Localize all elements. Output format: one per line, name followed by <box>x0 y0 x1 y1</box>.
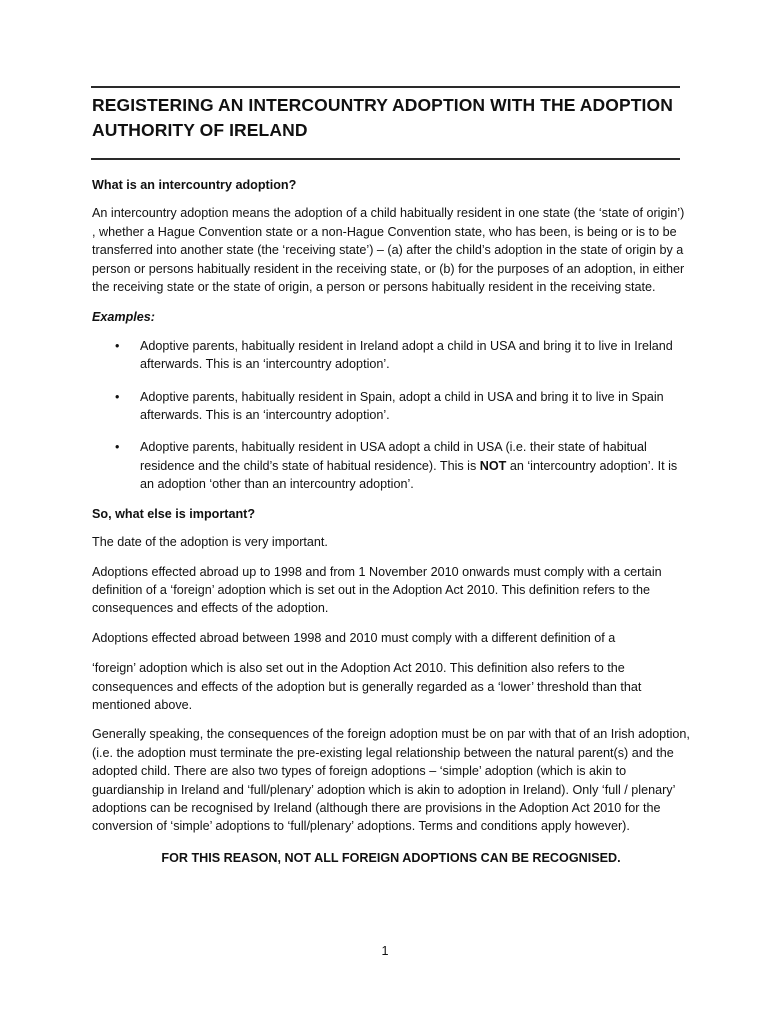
paragraph-date: The date of the adoption is very important. <box>92 535 328 550</box>
examples-list <box>92 337 690 494</box>
example-item-2 <box>92 388 690 425</box>
bullet-icon: • <box>115 440 120 455</box>
title-bottom-rule <box>91 158 680 160</box>
example-item-1 <box>92 337 690 374</box>
example-text: Adoptive parents, habitually resident in Ireland adopt a child in USA and bring it to live in Ireland afterwards. This is an ‘intercountry adoption’. <box>140 338 673 372</box>
definition-paragraph: An intercountry adoption means the adoption of a child habitually resident in one state (the ‘state of origin’) , whether a Hague Convention state or a non-Hague Convention state, who has been, is being or is to be transferred into another state (the ‘receiving state’) – (a) after the child’s adoption in the state of origin by a person or persons habitually resident in the receiving state, or (b) for the purposes of an adoption, in either the receiving state or the state of origin, a person or persons habitually resident in the receiving state. <box>92 206 685 295</box>
section-heading-what-is: What is an intercountry adoption? <box>92 178 297 192</box>
document-title: REGISTERING AN INTERCOUNTRY ADOPTION WITH THE ADOPTION AUTHORITY OF IRELAND <box>92 95 673 140</box>
title-top-rule <box>91 86 680 88</box>
examples-heading: Examples: <box>92 310 155 325</box>
section-heading-important: So, what else is important? <box>92 506 256 521</box>
example-text-before: Adoptive parents, habitually resident in USA adopt a child in USA (i.e. their state of habitual residence and the child’s state of habitual residence). This is <box>140 440 647 473</box>
example-text-after: an ‘intercountry adoption’. It is an adoption ‘other than an intercountry adoption’. <box>140 458 678 492</box>
paragraph-consequences: Generally speaking, the consequences of the foreign adoption must be on par with that of an Irish adoption, (i.e. the adoption must terminate the pre-existing legal relationship between the natural parent(s) and the adopted child. There are also two types of foreign adoptions – ‘simple’ adoption (which is akin to guardianship in Ireland and ‘full/plenary’ adoption which is akin to adoption in Ireland). Only ‘full / plenary’ adoptions can be recognised by Ireland (although there are provisions in the Adoption Act 2010 for the conversion of ‘simple’ adoptions to ‘full/plenary’ adoptions. Terms and conditions apply however). <box>92 727 690 834</box>
paragraph-foreign-definition: ‘foreign’ adoption which is also set out in the Adoption Act 2010. This definition also refers to the consequences and effects of the adoption but is generally regarded as a ‘lower’ threshold than that mentioned above. <box>92 661 642 712</box>
bullet-icon: • <box>115 338 120 353</box>
paragraph-1998-2010: Adoptions effected abroad between 1998 and 2010 must comply with a different definition of a <box>92 630 616 645</box>
example-emphasis: NOT <box>479 458 507 473</box>
paragraph-up-to-1998: Adoptions effected abroad up to 1998 and from 1 November 2010 onwards must comply with a certain definition of a ‘foreign’ adoption which is set out in the Adoption Act 2010. This definition refers to the consequences and effects of the adoption. <box>92 564 662 616</box>
example-text: Adoptive parents, habitually resident in Spain, adopt a child in USA and bring it to live in Spain afterwards. This is an ‘intercountry adoption’. <box>140 389 664 423</box>
bullet-icon: • <box>115 389 120 404</box>
closing-note: FOR THIS REASON, NOT ALL FOREIGN ADOPTIONS CAN BE RECOGNISED. <box>161 850 621 865</box>
document-body <box>92 176 690 867</box>
example-item-3 <box>92 438 690 493</box>
page-number: 1 <box>381 944 389 958</box>
